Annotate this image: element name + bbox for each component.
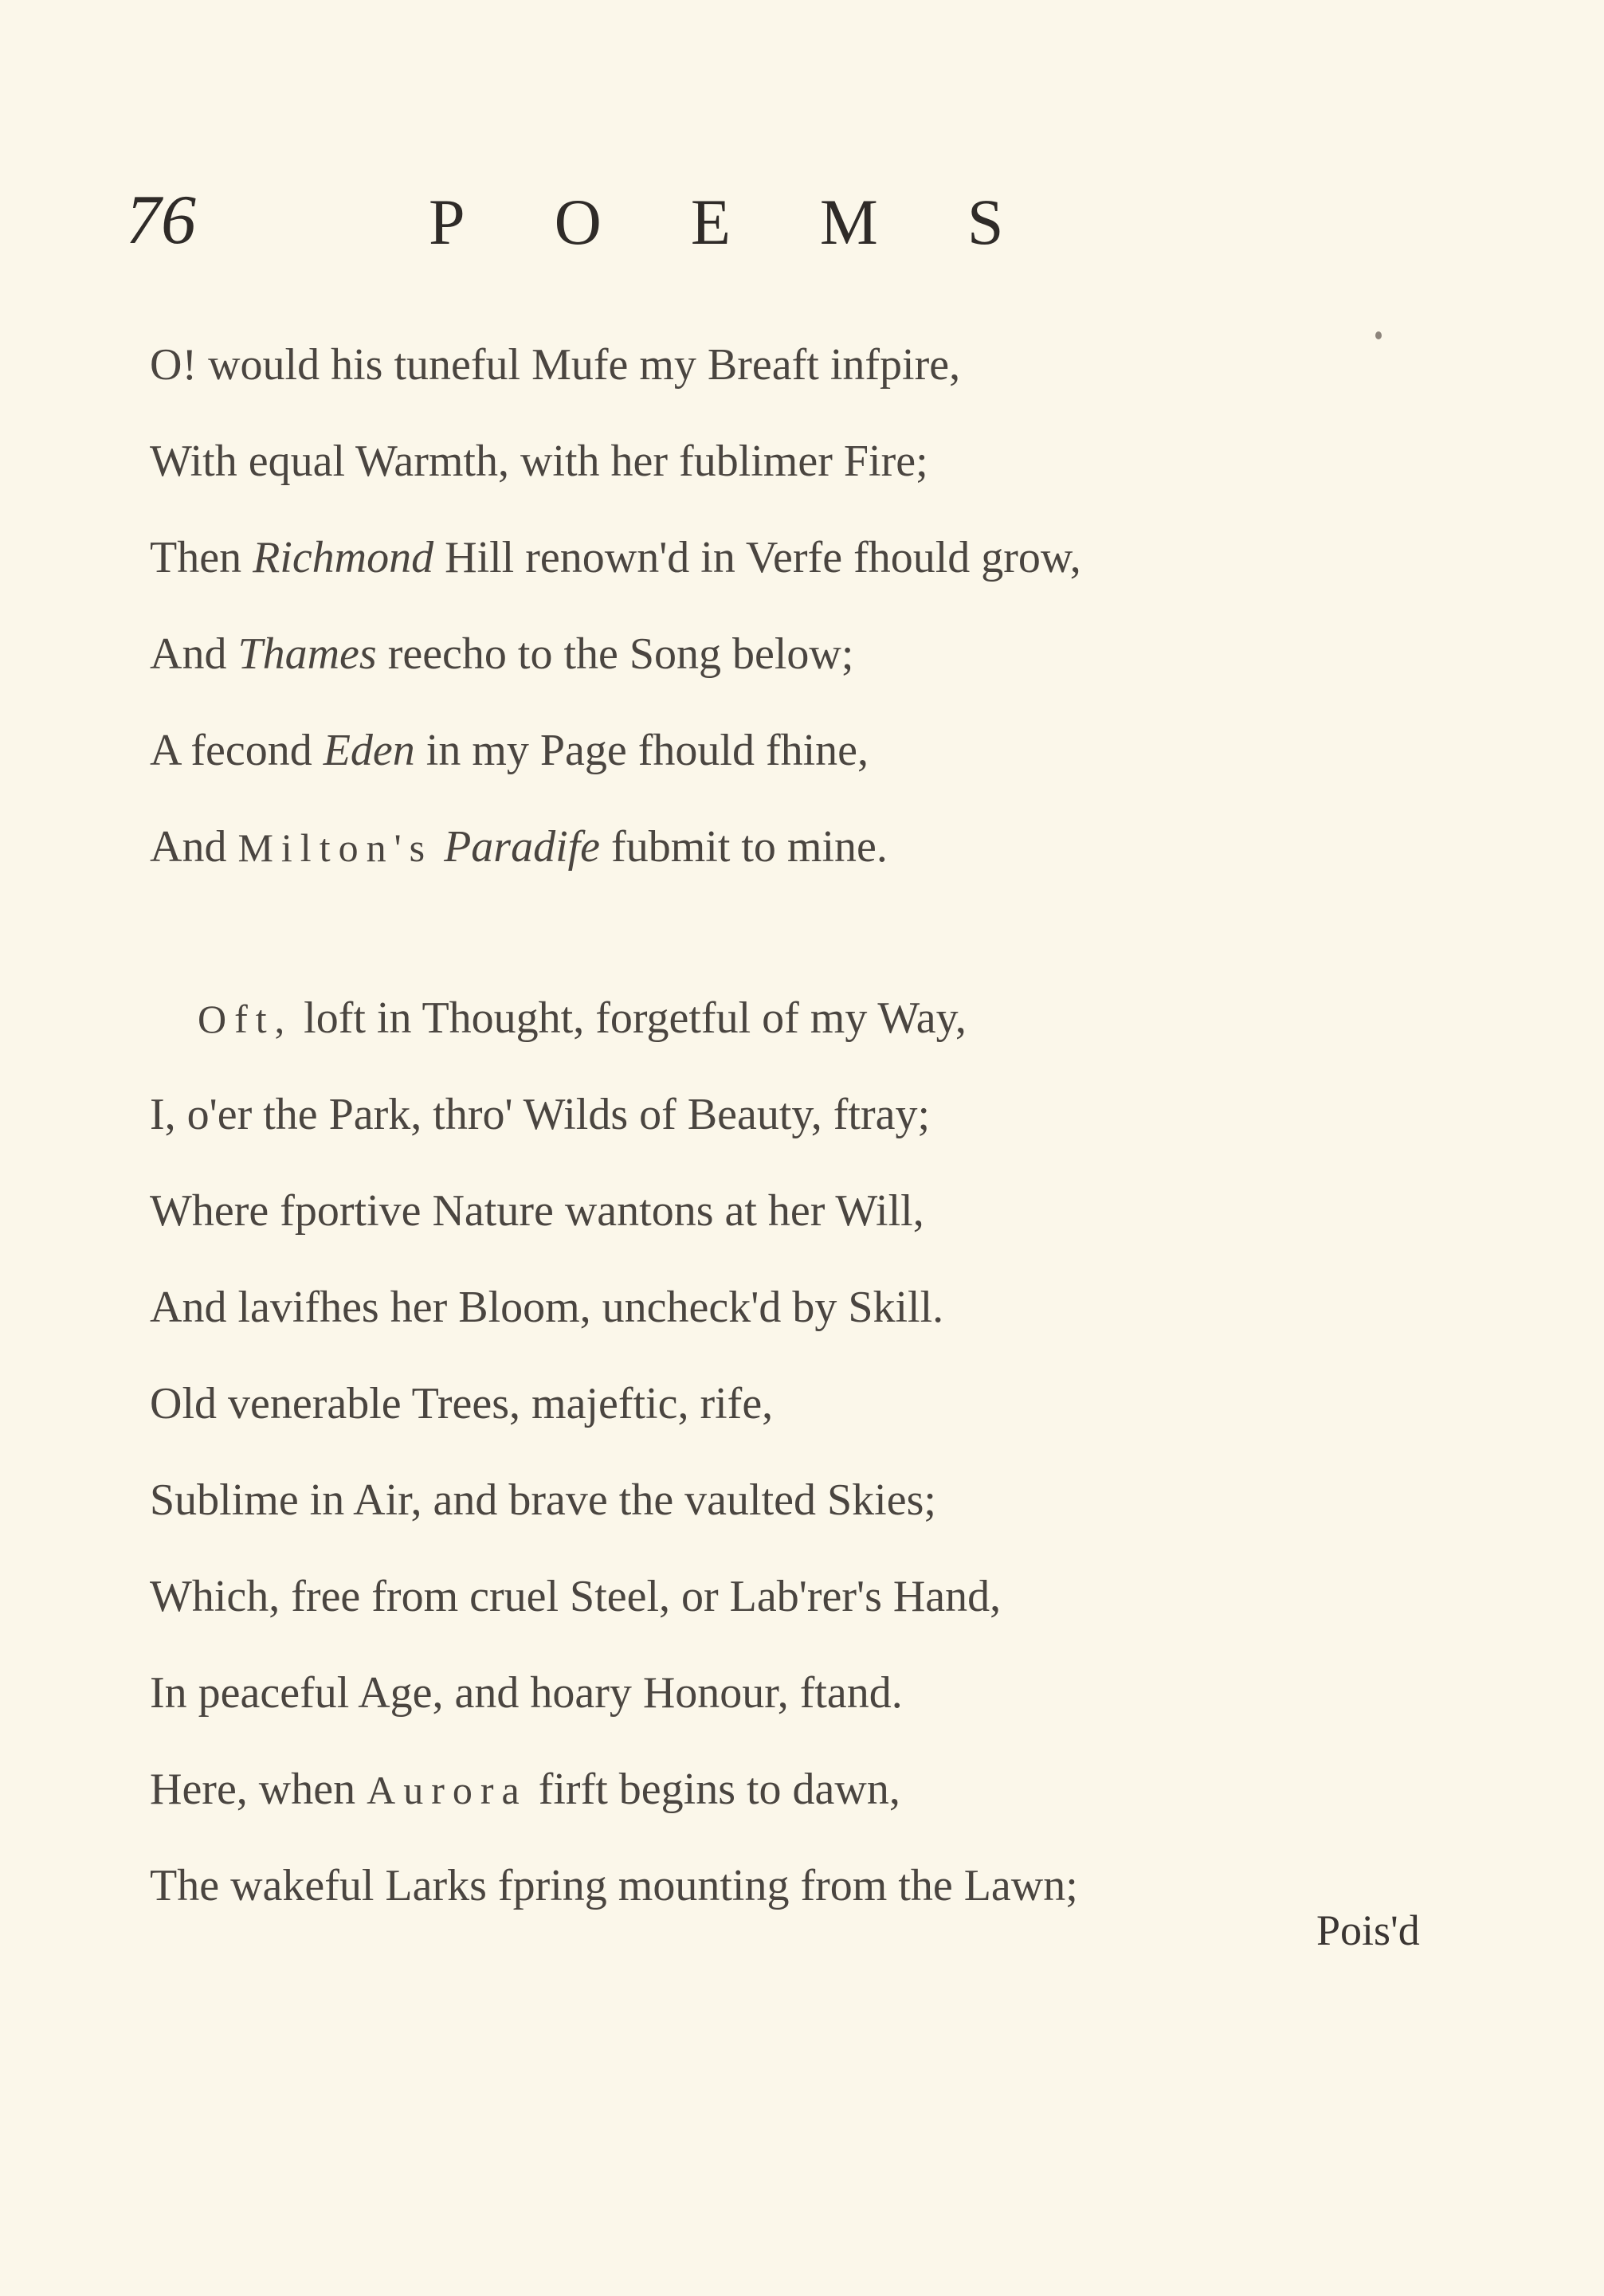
poem-line: The wakeful Larks fpring mounting from the Lawn; xyxy=(150,1861,1078,1910)
poem-line: And Thames reecho to the Song below; xyxy=(150,629,854,679)
small-caps-name: Milton's xyxy=(237,825,433,870)
poem-line: And Milton's Paradife fubmit to mine. xyxy=(150,822,888,872)
italic-place-name: Richmond xyxy=(253,533,434,582)
small-caps-opening: Oft, xyxy=(198,997,293,1041)
poem-line: Then Richmond Hill renown'd in Verfe fhould grow, xyxy=(150,533,1081,582)
page-header xyxy=(126,180,1162,276)
poem-line: Oft, loft in Thought, forgetful of my Way, xyxy=(198,993,967,1043)
poem-line: O! would his tuneful Mufe my Breaft infpire, xyxy=(150,340,961,390)
poem-line: Here, when Aurora firft begins to dawn, xyxy=(150,1765,900,1814)
poem-line: With equal Warmth, with her fublimer Fire; xyxy=(150,437,928,486)
poem-line: Old venerable Trees, majeftic, rife, xyxy=(150,1379,774,1428)
poem-line: And lavifhes her Bloom, uncheck'd by Skill. xyxy=(150,1283,944,1332)
small-caps-name: Aurora xyxy=(367,1768,527,1812)
italic-title: Paradife xyxy=(444,822,601,872)
stanza-2 xyxy=(150,970,1457,1934)
poem-line: A fecond Eden in my Page fhould fhine, xyxy=(150,726,869,775)
poem-line: Which, free from cruel Steel, or Lab'rer's Hand, xyxy=(150,1572,1002,1621)
poem-line: In peaceful Age, and hoary Honour, ftand. xyxy=(150,1668,903,1718)
poem-line: Where fportive Nature wantons at her Will, xyxy=(150,1186,924,1236)
italic-place-name: Thames xyxy=(237,629,377,679)
catchword: Pois'd xyxy=(1316,1906,1420,1954)
stanza-1 xyxy=(150,317,1457,895)
poem-line: I, o'er the Park, thro' Wilds of Beauty, ftray; xyxy=(150,1090,931,1139)
running-title: POEMS xyxy=(429,186,1093,258)
italic-place-name: Eden xyxy=(323,726,415,775)
poem-line: Sublime in Air, and brave the vaulted Skies; xyxy=(150,1475,936,1525)
page-number: 76 xyxy=(126,182,196,259)
